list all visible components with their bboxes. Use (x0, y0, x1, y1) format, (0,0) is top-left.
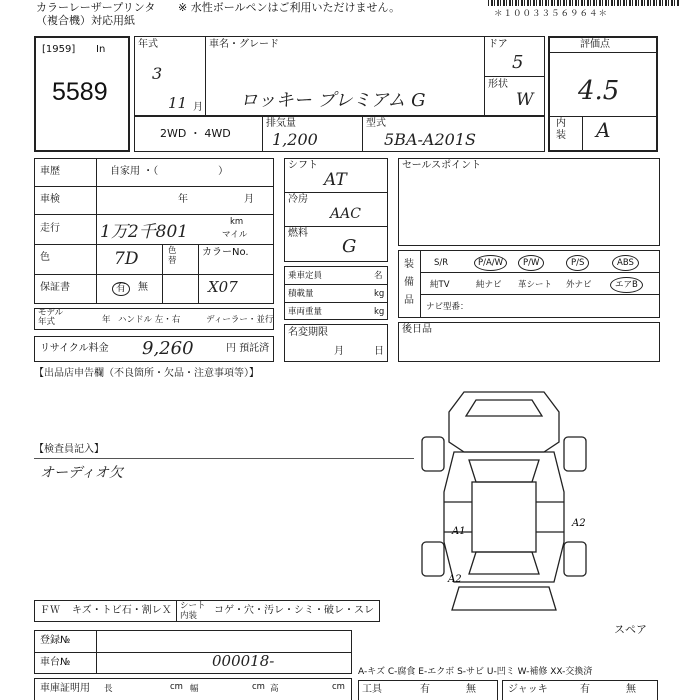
legend-codes: A-キズ C-腐食 E-エクボ S-サビ U-凹ミ W-補修 XX-交換済 (358, 667, 593, 677)
mileage-mile: マイル (222, 230, 248, 240)
certificate-cm-3: cm (332, 682, 345, 692)
weight-unit: kg (374, 307, 385, 317)
lot-suffix: In (96, 44, 106, 55)
interior-value: A (596, 118, 611, 142)
recycle-value: 9,260 (142, 338, 194, 359)
equip-pw: P/W (518, 255, 544, 271)
equip-tv: 純TV (430, 280, 450, 290)
equip-airbag: エアB (610, 277, 643, 293)
weight-label: 車両重量 (288, 307, 323, 317)
warranty-no: 無 (138, 282, 148, 293)
ac-value: AAC (330, 206, 361, 222)
expiry-label: 名変期限 (288, 327, 328, 338)
year-month-unit: 月 (193, 102, 203, 113)
rating-label: 評価点 (580, 39, 610, 50)
mileage-label: 走行 (40, 223, 60, 234)
model-value: ロッキー プレミアム G (240, 90, 426, 111)
mileage-value: 1万2千801 (100, 222, 189, 242)
equip-sr: S/R (434, 258, 449, 268)
shift-value: AT (324, 170, 347, 190)
displacement-value: 1,200 (272, 130, 318, 149)
model-year-label: モデル年式 (38, 308, 64, 327)
capacity-label: 乗車定員 (288, 271, 323, 281)
color-value: 7D (114, 249, 139, 269)
shape-label: 形状 (488, 79, 508, 90)
load-label: 積載量 (288, 289, 314, 299)
interior-label: 内装 (556, 118, 566, 141)
door-value: 5 (512, 52, 524, 73)
legend-fw-text: キズ・トビ石・割レＸ (72, 605, 172, 616)
recycle-label: リサイクル料金 (40, 343, 109, 354)
mileage-km: km (230, 217, 244, 227)
damage-mark-a2-rear: A2 (448, 574, 462, 585)
door-label: ドア (488, 39, 508, 50)
capacity-unit: 名 (374, 271, 383, 281)
model-label: 車名・グレード (209, 39, 279, 50)
header-line2: （複合機）対応用紙 (36, 14, 135, 27)
lot-number: 5589 (52, 78, 108, 106)
sales-point-label: セールスポイント (402, 160, 482, 171)
type-label: 型式 (366, 118, 386, 129)
type-value: 5BA-A201S (384, 130, 476, 149)
legend-seat-text: コゲ・穴・汚レ・シミ・破レ・スレ (214, 605, 374, 616)
equip-leather: 革シート (518, 280, 553, 290)
retrofit-label: 後日品 (402, 324, 432, 335)
year-month-value: 11 (168, 94, 188, 112)
legend-fw-label: ＦＷ (40, 605, 60, 616)
tools-no: 無 (466, 684, 476, 695)
jack-label: ジャッキ (508, 684, 548, 695)
tools-yes: 有 (420, 684, 430, 695)
rating-score: 4.5 (578, 76, 620, 106)
dealer-notes-label: 【出品店申告欄（不良箇所・欠品・注意事項等）】 (34, 368, 259, 379)
legend-seat-label: シート内装 (180, 601, 206, 621)
retrofit-box (398, 322, 660, 362)
inspection-label: 車検 (40, 194, 60, 205)
fuel-label: 燃料 (288, 228, 308, 239)
barcode-bars (488, 0, 680, 6)
expiry-month: 月 (334, 346, 344, 357)
shift-label: シフト (288, 160, 318, 171)
certificate-height: 高 (270, 684, 279, 694)
tools-label: 工具 (362, 684, 382, 695)
equip-abs: ABS (612, 255, 639, 271)
ac-label: 冷房 (288, 194, 308, 205)
certificate-cm-1: cm (170, 682, 183, 692)
equip-ext-navi: 外ナビ (566, 280, 592, 290)
warranty-label: 保証書 (40, 282, 70, 293)
chassis-value: 000018- (212, 652, 275, 670)
color-change-label: 色替 (168, 246, 177, 266)
color-code-value: X07 (208, 278, 238, 296)
certificate-width: 幅 (190, 684, 199, 694)
car-diagram (414, 382, 594, 622)
equip-navi-model: ナビ型番： (426, 302, 469, 312)
header-notice: ※ 水性ボールペンはご利用いただけません。 (178, 1, 401, 14)
recycle-unit: 円 預託済 (226, 343, 270, 354)
jack-no: 無 (626, 684, 636, 695)
inspection-month: 月 (244, 194, 254, 205)
equip-ps: P/S (566, 255, 589, 271)
lot-year-code: [1959] (42, 44, 76, 55)
displacement-label: 排気量 (266, 118, 296, 129)
barcode-text: ＊１００３３５６９６４＊ (494, 9, 609, 19)
model-year-y: 年 (102, 315, 111, 325)
certificate-cm-2: cm (252, 682, 265, 692)
inspection-year: 年 (178, 194, 188, 205)
inspector-value: オーディオ欠 (40, 465, 123, 481)
color-label: 色 (40, 252, 50, 263)
jack-yes: 有 (580, 684, 590, 695)
spare-label: スペア (614, 623, 647, 636)
header-line1: カラーレーザープリンタ (36, 1, 156, 14)
chassis-label: 車台№ (40, 657, 71, 668)
equip-navi: 純ナビ (476, 280, 502, 290)
expiry-day: 日 (374, 346, 384, 357)
model-year-dealer: ディーラー・並行 (206, 315, 274, 325)
certificate-length: 長 (104, 684, 113, 694)
fuel-value: G (342, 236, 357, 257)
year-value: 3 (152, 64, 163, 83)
year-label: 年式 (138, 39, 158, 50)
damage-mark-a1: A1 (452, 526, 466, 537)
history-value: 自家用 ・（ ） (110, 166, 229, 177)
equipment-label: 装備品 (404, 259, 414, 306)
damage-mark-a2-right: A2 (572, 518, 586, 529)
load-unit: kg (374, 289, 385, 299)
inspector-label: 【検査員記入】 (34, 444, 104, 455)
certificate-label: 車庫証明用 (40, 683, 90, 694)
warranty-yes: 有 (112, 282, 130, 296)
registration-label: 登録№ (40, 635, 71, 646)
equip-paw: P/A/W (474, 255, 507, 271)
shape-value: W (516, 90, 534, 110)
color-code-label: カラーNo. (202, 247, 249, 258)
model-year-handle: ハンドル 左・右 (118, 315, 181, 325)
drive-label: 2WD ・ 4WD (160, 127, 231, 140)
history-label: 車歴 (40, 166, 60, 177)
